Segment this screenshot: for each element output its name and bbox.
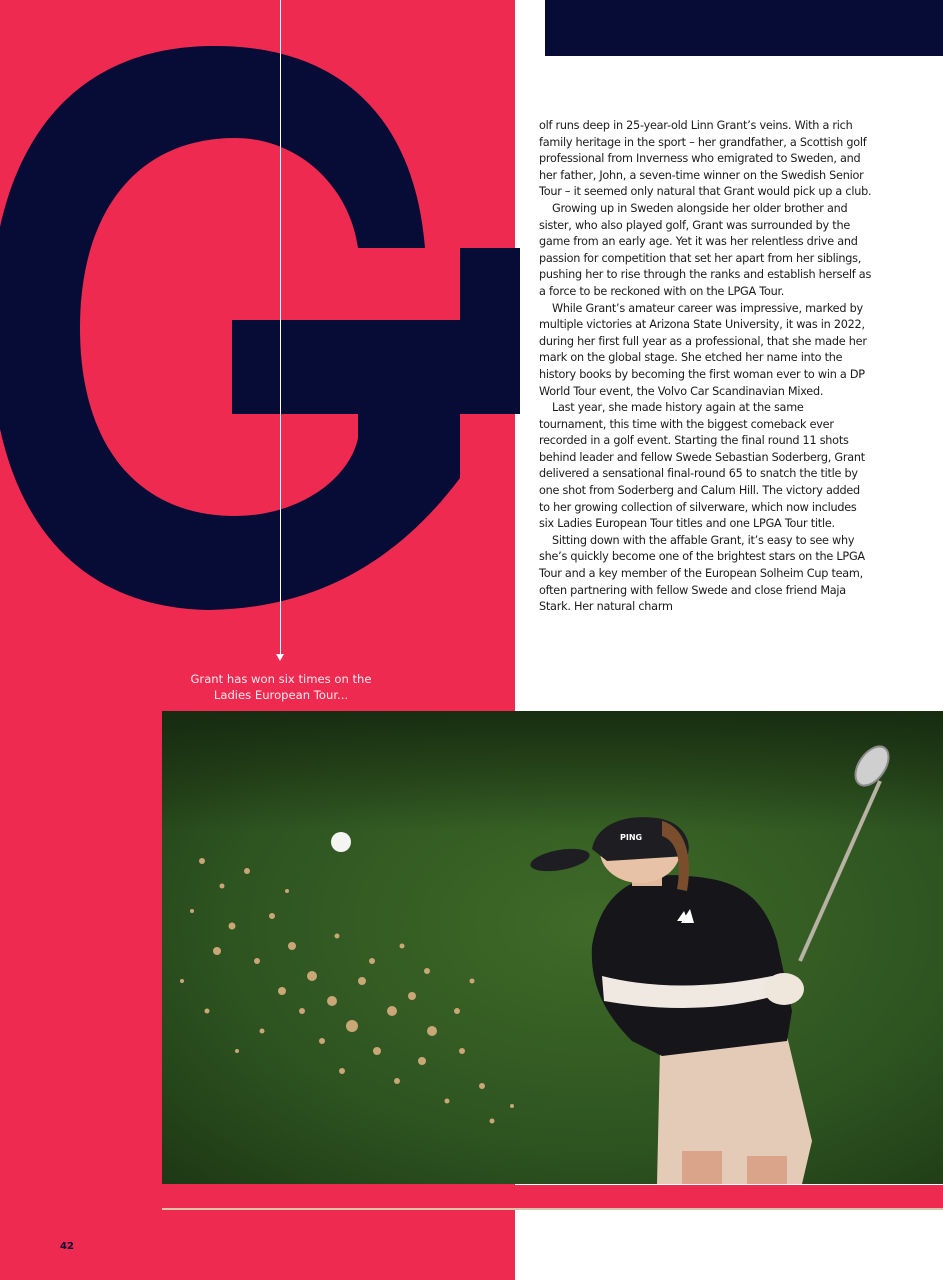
page-number: 42 — [60, 1241, 74, 1252]
golf-ball — [331, 832, 351, 852]
article-paragraph: Last year, she made history again at the same tournament, this time with the biggest comeback ever recorded in a golf event. Starting the final round 11 shots behind leader and fellow Swede Sebastian Soderberg, Grant delivered a sensational final-round 65 to snatch the title by one shot from Soderberg and Calum Hill. The victory added to her growing collection of silverware, which now includes six Ladies European Tour titles and one LPGA Tour title. — [539, 401, 865, 531]
article-body — [539, 118, 873, 616]
caption-pointer-arrow-icon — [276, 654, 284, 661]
photo-caption: Grant has won six times on the Ladies European Tour... — [190, 672, 372, 702]
photo-bottom-red-strip — [162, 1185, 943, 1208]
photo-bottom-rule — [162, 1208, 943, 1210]
cap-logo: PING — [620, 833, 643, 842]
caption-pointer-line — [280, 0, 281, 655]
navy-header-block — [545, 0, 943, 56]
article-paragraph: While Grant’s amateur career was impressive, marked by multiple victories at Arizona State University, it was in 2022, during her first full year as a professional, that she made her mark on the global stage. She etched her name into the history books by becoming the first woman ever to win a DP World Tour event, the Volvo Car Scandinavian Mixed. — [539, 301, 867, 398]
article-paragraph: Sitting down with the affable Grant, it’s easy to see why she’s quickly become one of the brightest stars on the LPGA Tour and a key member of the European Solheim Cup team, often partnering with fellow Swede and close friend Maja Stark. Her natural charm — [539, 533, 865, 614]
golfer-bunker-shot-photo — [162, 711, 943, 1184]
article-paragraph: Growing up in Sweden alongside her older brother and sister, who also played golf, Grant was surrounded by the game from an early age. Yet it was her relentless drive and passion for competition that set her apart from her siblings, pushing her to rise through the ranks and establish herself as a force to be reckoned with on the LPGA Tour. — [539, 201, 872, 298]
dropcap-letter-g — [0, 38, 520, 618]
article-paragraph: olf runs deep in 25-year-old Linn Grant’s veins. With a rich family heritage in the sport – her grandfather, a Scottish golf professional from Inverness who emigrated to Sweden, and her father, John, a seven-time winner on the Swedish Senior Tour – it seemed only natural that Grant would pick up a club. — [539, 119, 872, 199]
